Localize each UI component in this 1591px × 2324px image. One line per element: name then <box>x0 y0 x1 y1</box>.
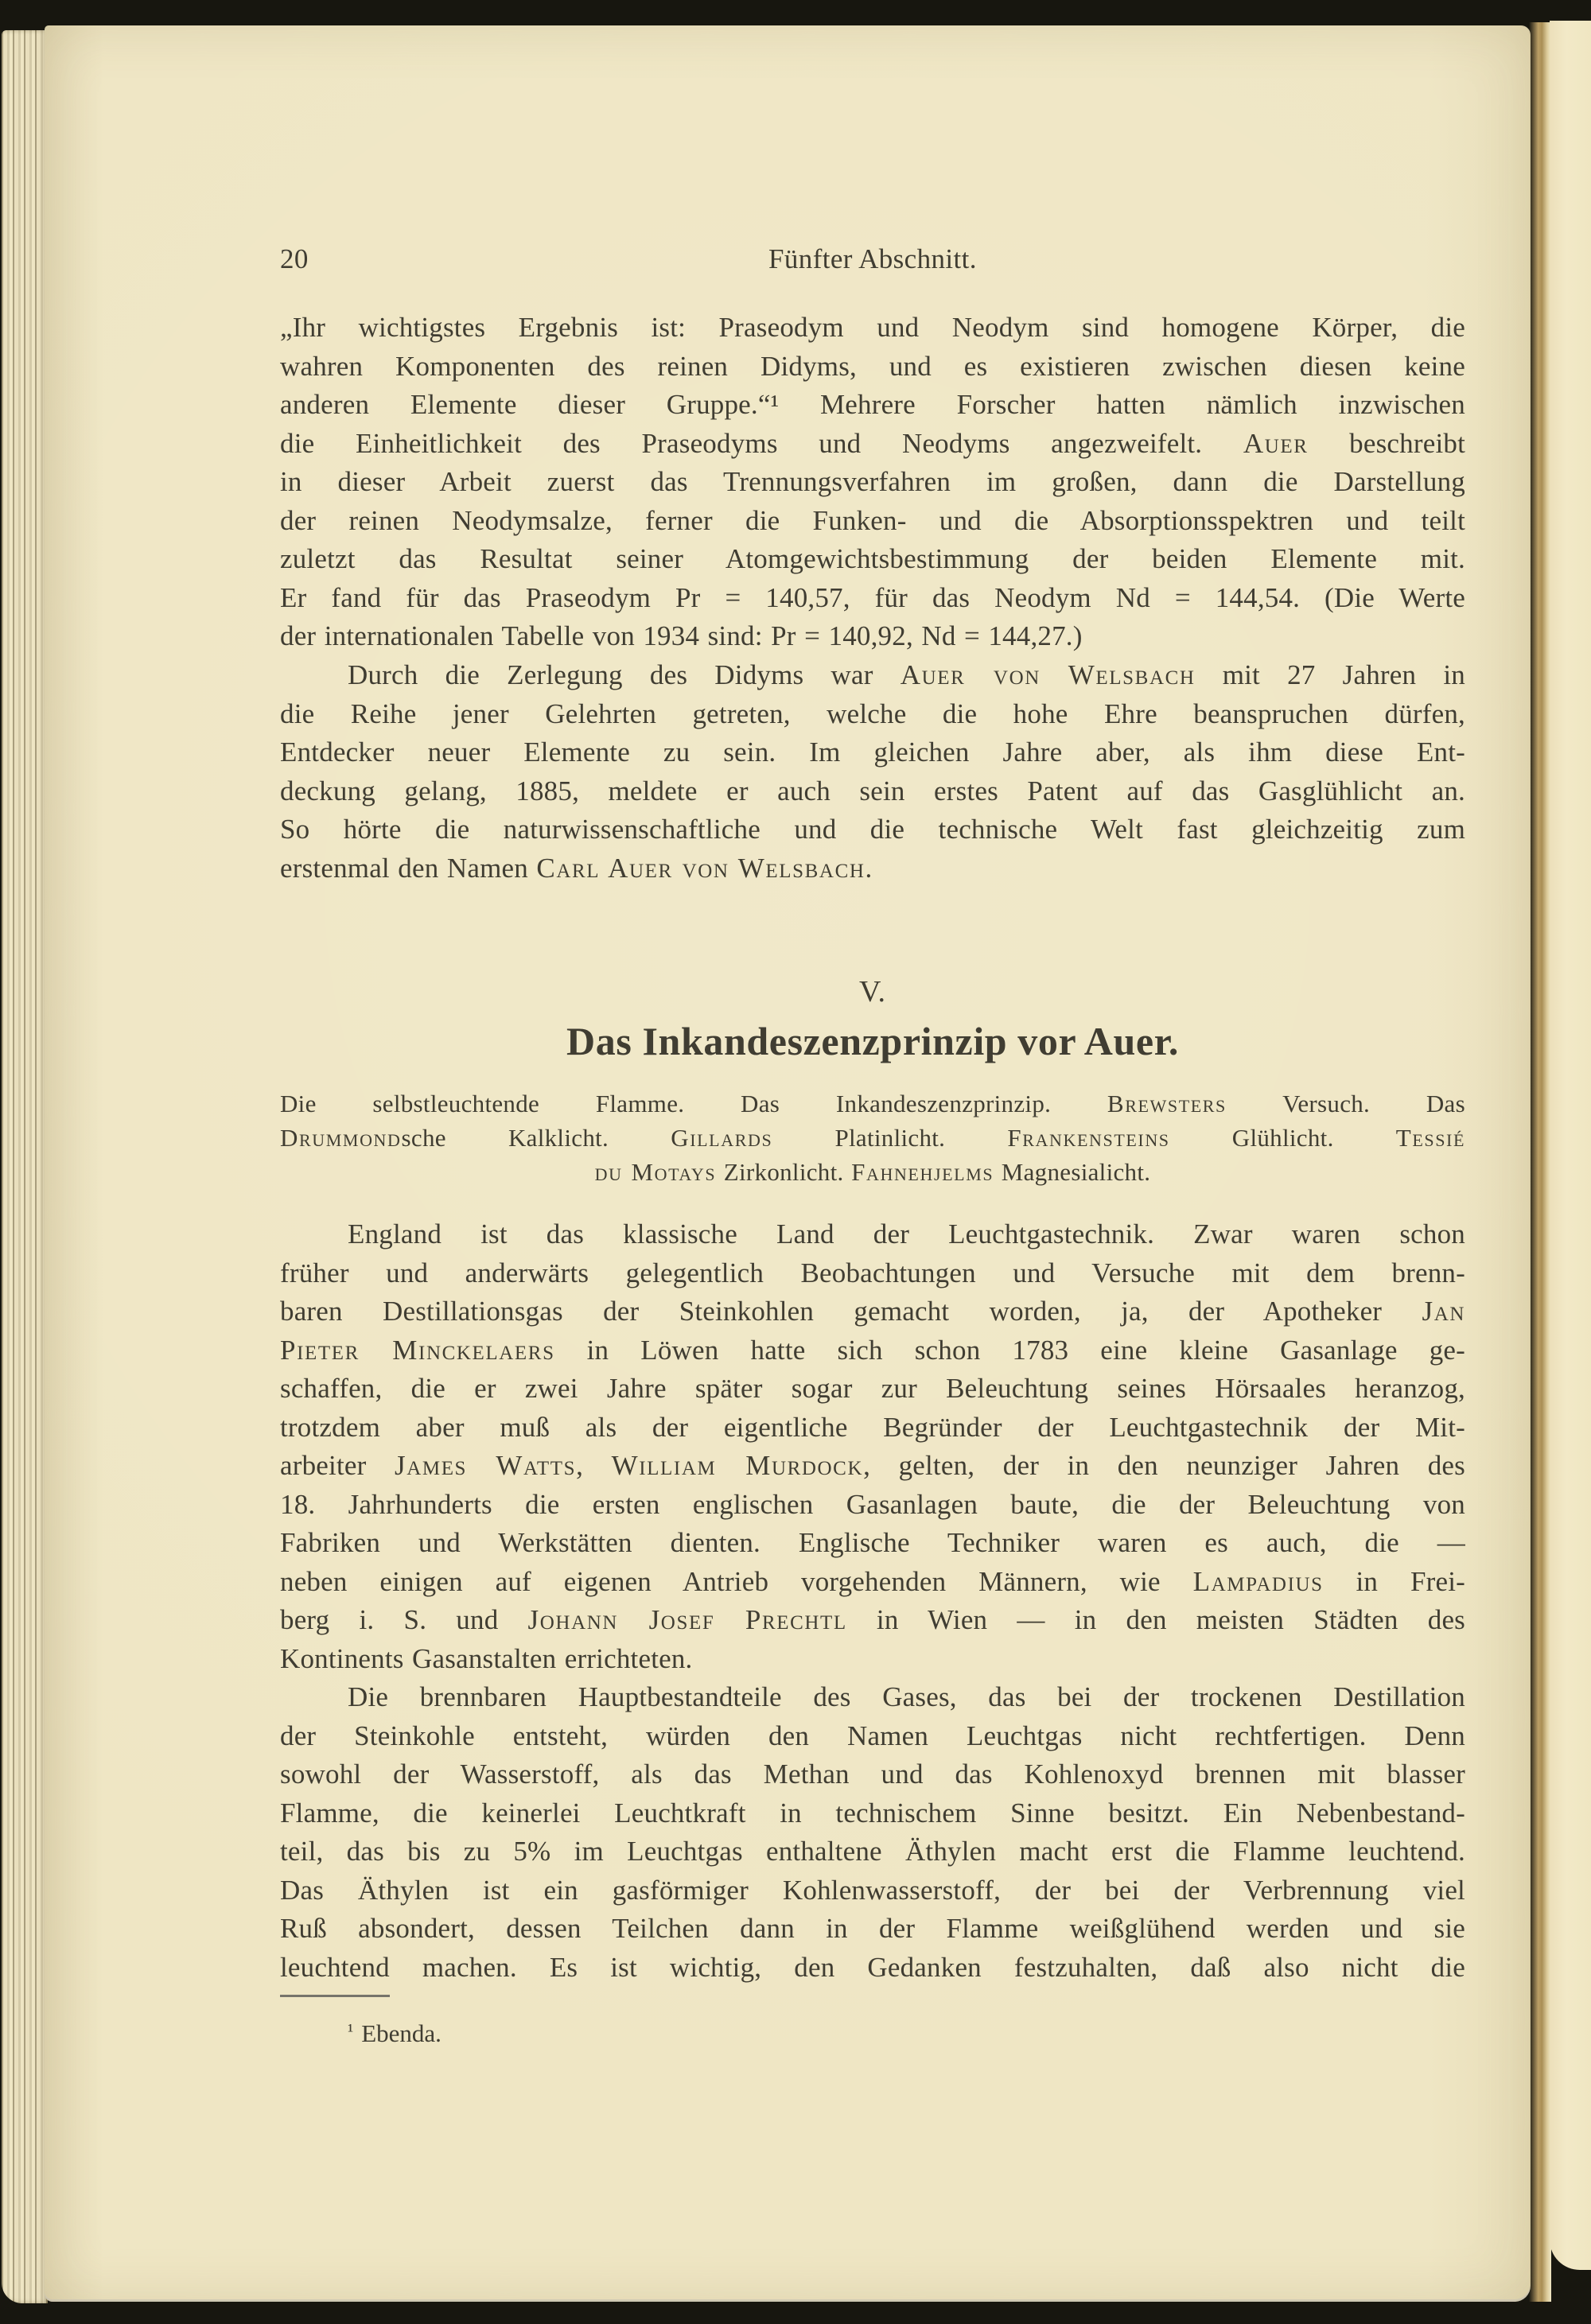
text-line: Flamme, die keinerlei Leuchtkraft in technischem Sinne besitzt. Ein Nebenbestand- <box>280 1797 1465 1828</box>
text-line: zuletzt das Resultat seiner Atomgewichtsbestimmung der beiden Elemente mit. <box>280 543 1465 574</box>
text-line: neben einigen auf eigenen Antrieb vorgehenden Männern, wie Lampadius in Frei- <box>280 1565 1465 1597</box>
running-title: Fünfter Abschnitt. <box>768 243 977 274</box>
small-caps-name: Gillards <box>671 1124 773 1152</box>
text-line: baren Destillationsgas der Steinkohlen gemacht worden, ja, der Apotheker Jan <box>280 1296 1465 1327</box>
section-abstract <box>280 1086 1465 1189</box>
text-line: der internationalen Tabelle von 1934 sind: Pr = 140,92, Nd = 144,27.) <box>280 620 1083 651</box>
text-line: Entdecker neuer Elemente zu sein. Im gleichen Jahre aber, als ihm diese Ent- <box>280 736 1465 768</box>
section-number: V. <box>858 975 887 1008</box>
text-line: Die selbstleuchtende Flamme. Das Inkandeszenzprinzip. Brewsters Versuch. Das <box>280 1090 1465 1117</box>
small-caps-name: Auer <box>1243 427 1309 459</box>
text-line: in dieser Arbeit zuerst das Trennungsverfahren im großen, dann die Darstellung <box>280 466 1465 497</box>
text-line: Kontinents Gasanstalten errichteten. <box>280 1642 693 1674</box>
text-line: Ruß absondert, dessen Teilchen dann in der Flamme weißglühend werden und sie <box>280 1913 1465 1944</box>
text-line: arbeiter James Watts, William Murdock, gelten, der in den neunziger Jahren des <box>280 1450 1465 1481</box>
text-line: Pieter Minckelaers in Löwen hatte sich schon 1783 eine kleine Gasanlage ge- <box>280 1334 1465 1366</box>
text-line: du Motays Zirkonlicht. Fahnehjelms Magnesialicht. <box>594 1158 1151 1186</box>
small-caps-name: Auer von Welsbach <box>900 659 1196 690</box>
small-caps-name: Tessié <box>1395 1124 1465 1152</box>
text-line: anderen Elemente dieser Gruppe.“¹ Mehrere Forscher hatten nämlich inzwischen <box>280 389 1465 420</box>
adjacent-page-edge <box>1550 21 1591 2270</box>
text-line: der reinen Neodymsalze, ferner die Funken- und die Absorptionsspektren und teilt <box>280 504 1465 536</box>
footnote <box>280 2014 1465 2051</box>
text-line: Die brennbaren Hauptbestandteile des Gases, das bei der trockenen Destillation <box>348 1681 1465 1712</box>
small-caps-name: William Murdock <box>611 1450 864 1481</box>
text-line: England ist das klassische Land der Leuchtgastechnik. Zwar waren schon <box>348 1218 1465 1249</box>
text-line: der Steinkohle entsteht, würden den Namen Leuchtgas nicht rechtfertigen. Denn <box>280 1720 1465 1751</box>
book-page <box>45 25 1531 2302</box>
footnote-marker: ¹ <box>348 2021 354 2042</box>
small-caps-name: Brewsters <box>1107 1090 1227 1117</box>
small-caps-name: Lampadius <box>1192 1565 1324 1597</box>
text-line: trotzdem aber muß als der eigentliche Begründer der Leuchtgastechnik der Mit- <box>280 1411 1465 1443</box>
paragraph-hauptbestandteile <box>280 1678 1465 1987</box>
text-line: 18. Jahrhunderts die ersten englischen Gasanlagen baute, die der Beleuchtung von <box>280 1488 1465 1520</box>
text-line: leuchtend machen. Es ist wichtig, den Gedanken festzuhalten, daß also nicht die <box>280 1951 1465 1983</box>
page-stack-edges <box>2 30 48 2303</box>
page-number: 20 <box>280 243 309 274</box>
small-caps-name: Johann Josef Prechtl <box>527 1604 847 1635</box>
text-line: Er fand für das Praseodym Pr = 140,57, für das Neodym Nd = 144,54. (Die Werte <box>280 581 1465 613</box>
text-line: erstenmal den Namen Carl Auer von Welsbach. <box>280 852 873 884</box>
running-header <box>280 241 1465 278</box>
paragraph-england-leuchtgas <box>280 1215 1465 1678</box>
footnote-rule <box>280 1995 390 1997</box>
small-caps-name: James Watts <box>394 1450 577 1481</box>
text-line: Durch die Zerlegung des Didyms war Auer von Welsbach mit 27 Jahren in <box>348 659 1465 690</box>
section-title: Das Inkandeszenzprinzip vor Auer. <box>566 1019 1179 1063</box>
small-caps-name: Carl Auer von Welsbach <box>536 852 866 884</box>
text-line: So hörte die naturwissenschaftliche und die technische Welt fast gleichzeitig zum <box>280 814 1465 845</box>
small-caps-name: Jan <box>1422 1296 1465 1327</box>
text-line: Das Äthylen ist ein gasförmiger Kohlenwasserstoff, der bei der Verbrennung viel <box>280 1874 1465 1906</box>
small-caps-name: Pieter Minckelaers <box>280 1334 555 1366</box>
paragraph-zerlegung-didym <box>280 656 1465 888</box>
text-line: wahren Komponenten des reinen Didyms, und es existieren zwischen diesen keine <box>280 350 1465 382</box>
small-caps-name: Frankensteins <box>1007 1124 1170 1152</box>
small-caps-name: du Motays <box>594 1158 717 1186</box>
paragraph-quote-didym <box>280 309 1465 656</box>
page-gutter-shadow <box>1529 22 1551 2302</box>
text-line: Fabriken und Werkstätten dienten. Englische Techniker waren es auch, die — <box>280 1527 1465 1558</box>
text-line: die Reihe jener Gelehrten getreten, welche die hohe Ehre beanspruchen dürfen, <box>280 698 1465 729</box>
small-caps-name: Drummond <box>280 1124 402 1152</box>
footnote-text: Ebenda. <box>361 2019 442 2047</box>
text-line: die Einheitlichkeit des Praseodyms und Neodyms angezweifelt. Auer beschreibt <box>280 427 1465 459</box>
text-line: berg i. S. und Johann Josef Prechtl in Wien — in den meisten Städten des <box>280 1604 1466 1635</box>
small-caps-name: Fahnehjelms <box>851 1158 994 1186</box>
text-line: teil, das bis zu 5% im Leuchtgas enthaltene Äthylen macht erst die Flamme leuchtend. <box>280 1836 1465 1867</box>
text-line: „Ihr wichtigstes Ergebnis ist: Praseodym und Neodym sind homogene Körper, die <box>280 312 1465 343</box>
text-line: sowohl der Wasserstoff, als das Methan und das Kohlenoxyd brennen mit blasser <box>280 1759 1465 1790</box>
text-line: früher und anderwärts gelegentlich Beobachtungen und Versuche mit dem brenn- <box>280 1257 1465 1288</box>
text-line: Drummondsche Kalklicht. Gillards Platinlicht. Frankensteins Glühlicht. Tessié <box>280 1124 1465 1152</box>
text-line: schaffen, die er zwei Jahre später sogar zur Beleuchtung seines Hörsaales heranzog, <box>280 1373 1465 1404</box>
text-line: deckung gelang, 1885, meldete er auch sein erstes Patent auf das Gasglühlicht an. <box>280 775 1465 806</box>
